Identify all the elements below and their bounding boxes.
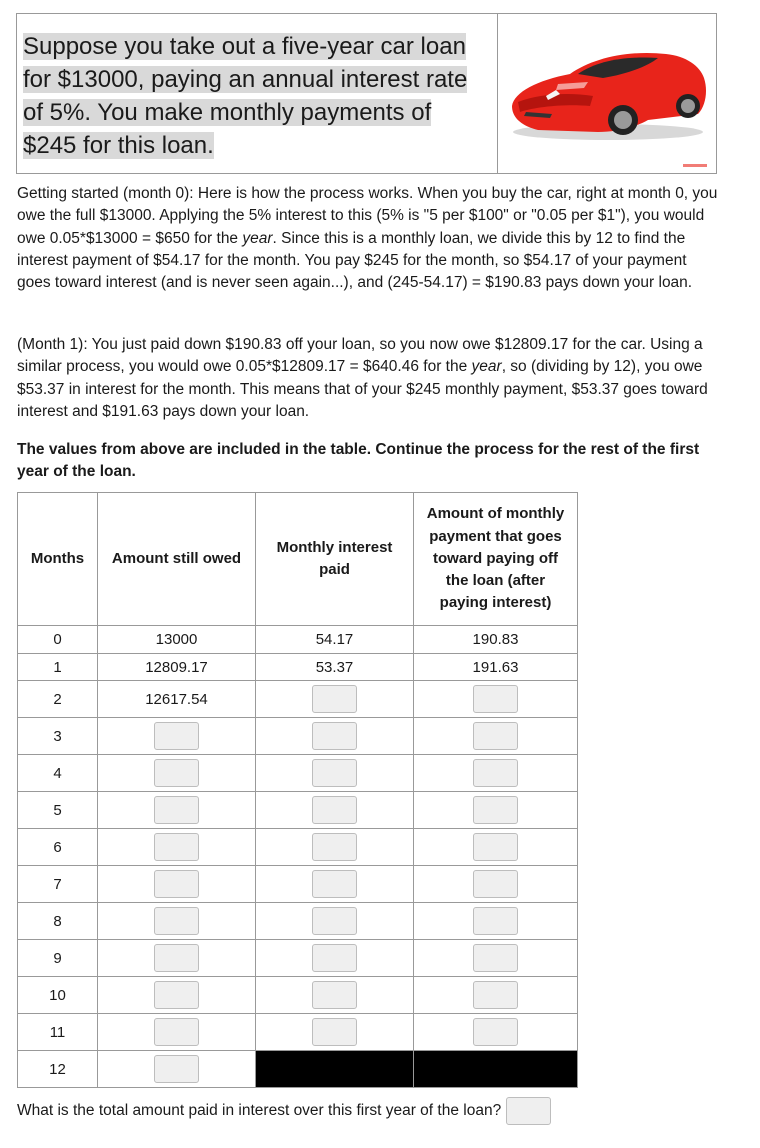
interest-answer-input[interactable] <box>312 796 357 824</box>
cell-principal <box>414 792 578 829</box>
red-sports-car-image <box>498 14 717 173</box>
total-interest-question <box>17 1097 551 1125</box>
cell-principal <box>414 681 578 718</box>
owed-answer-input[interactable] <box>154 722 199 750</box>
cell-owed <box>98 940 256 977</box>
owed-answer-input[interactable] <box>154 981 199 1009</box>
headline-line-3: of 5%. You make monthly payments of <box>23 99 432 126</box>
cell-month <box>18 1051 98 1088</box>
interest-answer-input[interactable] <box>312 722 357 750</box>
table-row <box>18 903 578 940</box>
blacked-out-cell <box>414 1051 578 1088</box>
cell-month-value: 4 <box>53 764 62 782</box>
cell-principal <box>414 829 578 866</box>
paragraph-1-emphasis: year <box>242 229 273 247</box>
cell-principal <box>414 755 578 792</box>
cell-month-value: 11 <box>49 1023 66 1041</box>
owed-answer-input[interactable] <box>154 1018 199 1046</box>
cell-interest <box>256 903 414 940</box>
paragraph-month-0 <box>17 183 722 294</box>
table-row <box>18 977 578 1014</box>
cell-interest-value: 53.37 <box>315 658 354 676</box>
cell-month <box>18 866 98 903</box>
paragraph-1-text: Getting started (month 0): Here is how the process works. When you buy the car, right at month 0, you owe the full $13000. Applying the 5% interest to this (5% is "5 per $100" or "0.05 per $1"), you would owe 0.05*$13000 = $650 for the <box>17 185 718 247</box>
cell-month-value: 1 <box>53 658 62 676</box>
cell-month <box>18 626 98 654</box>
cell-interest <box>256 626 414 654</box>
cell-owed <box>98 866 256 903</box>
owed-answer-input[interactable] <box>154 944 199 972</box>
table-row <box>18 718 578 755</box>
paragraph-1-text-rest: . Since this is a monthly loan, we divide this by 12 to find the interest payment of $54.17 for the month. You pay $245 for the month, so $54.17 of your payment goes toward interest (and is never seen again...), and (245-54.17) = $190.83 pays down your loan. <box>17 229 693 292</box>
cell-principal <box>414 654 578 681</box>
cell-month <box>18 1014 98 1051</box>
header-amount-owed: Amount still owed <box>98 493 256 626</box>
cell-owed-value: 12617.54 <box>145 690 208 708</box>
owed-answer-input[interactable] <box>154 796 199 824</box>
cell-month-value: 8 <box>53 912 62 930</box>
headline-line-4: $245 for this loan. <box>23 132 214 159</box>
cell-principal <box>414 718 578 755</box>
cell-month <box>18 755 98 792</box>
cell-interest <box>256 866 414 903</box>
cell-owed <box>98 903 256 940</box>
cell-month-value: 12 <box>49 1060 66 1078</box>
cell-owed-value: 13000 <box>155 631 198 648</box>
table-row <box>18 626 578 654</box>
principal-answer-input[interactable] <box>473 1018 518 1046</box>
interest-answer-input[interactable] <box>312 759 357 787</box>
cell-owed <box>98 626 256 654</box>
cell-month-value: 5 <box>53 801 62 819</box>
cell-interest <box>256 755 414 792</box>
cell-month <box>18 829 98 866</box>
cell-interest <box>256 940 414 977</box>
total-interest-input[interactable] <box>506 1097 551 1125</box>
table-row <box>18 681 578 718</box>
question-text: What is the total amount paid in interest over this first year of the loan? <box>17 1102 502 1120</box>
cell-month <box>18 940 98 977</box>
header-months: Months <box>18 493 98 626</box>
principal-answer-input[interactable] <box>473 981 518 1009</box>
principal-answer-input[interactable] <box>473 944 518 972</box>
interest-answer-input[interactable] <box>312 833 357 861</box>
table-row <box>18 792 578 829</box>
cell-interest <box>256 718 414 755</box>
cell-owed <box>98 1051 256 1088</box>
cell-owed <box>98 1014 256 1051</box>
cell-month <box>18 792 98 829</box>
cell-principal <box>414 977 578 1014</box>
cell-interest <box>256 681 414 718</box>
cell-owed <box>98 718 256 755</box>
cell-month <box>18 977 98 1014</box>
loan-table <box>17 492 578 1088</box>
interest-answer-input[interactable] <box>312 907 357 935</box>
cell-month-value: 2 <box>53 690 62 708</box>
owed-answer-input[interactable] <box>154 870 199 898</box>
table-row <box>18 755 578 792</box>
principal-answer-input[interactable] <box>473 870 518 898</box>
cell-interest <box>256 977 414 1014</box>
header-monthly-interest: Monthly interest paid <box>256 493 414 626</box>
cell-principal-value: 191.63 <box>472 658 519 676</box>
cell-interest <box>256 792 414 829</box>
header-principal-payment: Amount of monthly payment that goes toward paying off the loan (after paying interest) <box>414 493 578 626</box>
cell-owed <box>98 792 256 829</box>
cell-month-value: 7 <box>53 875 62 893</box>
cell-principal <box>414 1014 578 1051</box>
principal-answer-input[interactable] <box>473 722 518 750</box>
owed-answer-input[interactable] <box>154 833 199 861</box>
table-header-row <box>18 493 578 626</box>
intro-headline <box>23 30 497 162</box>
cell-month-value: 3 <box>53 727 62 745</box>
principal-answer-input[interactable] <box>473 796 518 824</box>
cell-owed <box>98 755 256 792</box>
principal-answer-input[interactable] <box>473 907 518 935</box>
interest-answer-input[interactable] <box>312 685 357 713</box>
headline-line-1: Suppose you take out a five-year car loan <box>23 33 466 60</box>
car-image-cell <box>498 14 716 173</box>
cell-principal <box>414 626 578 654</box>
cell-interest <box>256 1014 414 1051</box>
table-row <box>18 940 578 977</box>
cell-principal <box>414 903 578 940</box>
table-row <box>18 1051 578 1088</box>
instructions: The values from above are included in the table. Continue the process for the rest of the first year of the loan. <box>17 441 700 481</box>
cell-owed <box>98 681 256 718</box>
interest-answer-input[interactable] <box>312 1018 357 1046</box>
principal-answer-input[interactable] <box>473 759 518 787</box>
cell-month <box>18 718 98 755</box>
paragraph-2-text-rest: , so (dividing by 12), you owe $53.37 in interest for the month. This means that of your $245 monthly payment, $53.37 goes toward interest and $191.63 pays down your loan. <box>17 358 708 420</box>
cell-interest <box>256 654 414 681</box>
cell-month-value: 6 <box>53 838 62 856</box>
owed-answer-input[interactable] <box>154 759 199 787</box>
cell-interest-value: 54.17 <box>315 631 354 648</box>
table-row <box>18 866 578 903</box>
headline-line-2: for $13000, paying an annual interest rate <box>23 66 468 93</box>
paragraph-month-1 <box>17 334 722 423</box>
principal-answer-input[interactable] <box>473 685 518 713</box>
cell-month-value: 10 <box>49 986 66 1004</box>
table-body <box>18 626 578 1088</box>
intro-text-cell <box>17 14 498 173</box>
paragraph-2-emphasis: year <box>471 358 502 376</box>
intro-box <box>16 13 717 174</box>
cell-principal-value: 190.83 <box>472 631 519 648</box>
cell-owed <box>98 654 256 681</box>
cell-principal <box>414 866 578 903</box>
owed-answer-input[interactable] <box>154 907 199 935</box>
table-row <box>18 829 578 866</box>
cell-owed <box>98 829 256 866</box>
paragraph-2-text: (Month 1): You just paid down $190.83 off your loan, so you now owe $12809.17 for the car. Using a similar process, you would owe 0.05*$12809.17 = $640.46 for the <box>17 336 703 376</box>
cell-interest <box>256 829 414 866</box>
interest-answer-input[interactable] <box>312 870 357 898</box>
cell-month <box>18 654 98 681</box>
table-row <box>18 1014 578 1051</box>
owed-answer-input[interactable] <box>154 1055 199 1083</box>
cell-principal <box>414 940 578 977</box>
principal-answer-input[interactable] <box>473 833 518 861</box>
table-row <box>18 654 578 681</box>
cell-month <box>18 681 98 718</box>
cell-owed <box>98 977 256 1014</box>
blacked-out-cell <box>256 1051 414 1088</box>
cell-month-value: 0 <box>53 631 62 648</box>
cell-month-value: 9 <box>53 949 62 967</box>
cell-owed-value: 12809.17 <box>145 658 208 676</box>
interest-answer-input[interactable] <box>312 981 357 1009</box>
interest-answer-input[interactable] <box>312 944 357 972</box>
cell-month <box>18 903 98 940</box>
